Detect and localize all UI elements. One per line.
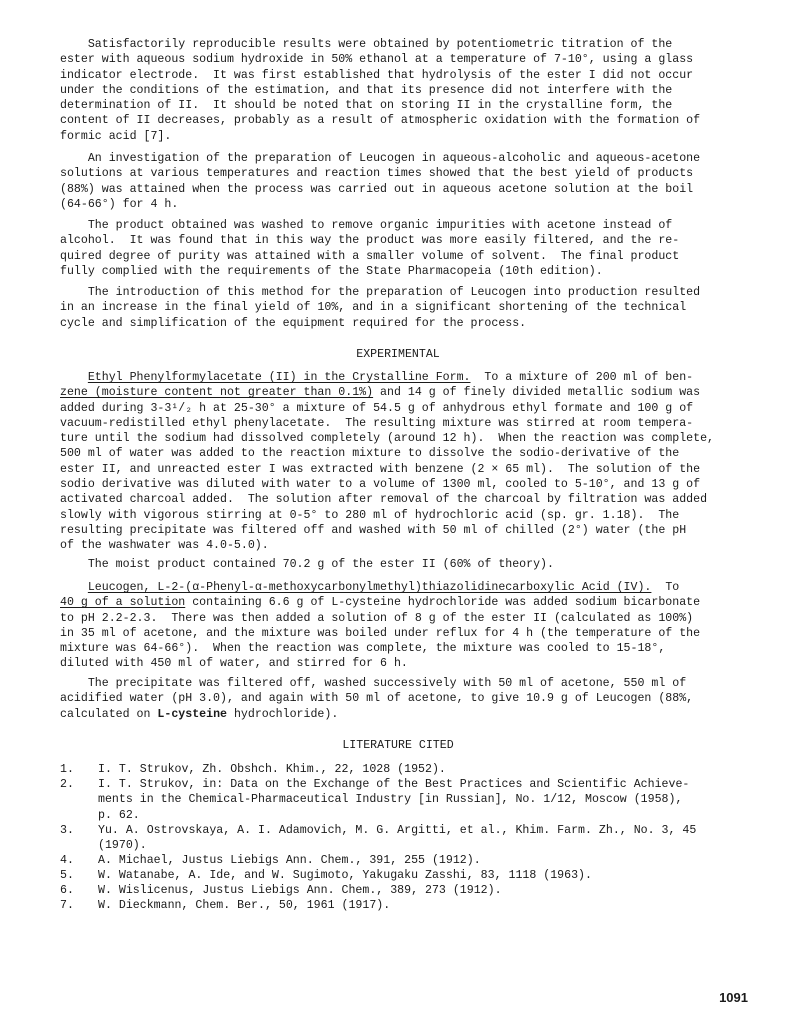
text-segment: hydrochloride). [226,707,339,721]
text-line: mixture was 64-66°). When the reaction was complete, the mixture was cooled to 15-18°, [60,642,666,656]
text-line [60,580,750,595]
text-line: quired degree of purity was attained with a smaller volume of solvent. The final product [60,249,680,263]
text-line: fully complied with the requirements of the State Pharmacopeia (10th edition). [60,264,603,278]
text-line: in 35 ml of acetone, and the mixture was boiled under reflux for 4 h (the temperature of the [60,626,701,640]
text-line: ester with aqueous sodium hydroxide in 50% ethanol at a temperature of 7-10°, using a glass [60,53,694,67]
reference-text: ments in the Chemical-Pharmaceutical Industry [in Russian], No. 1/12, Moscow (1958), [98,793,683,807]
text-line: The introduction of this method for the preparation of Leucogen into production resulted [60,286,701,299]
text-line: resulting precipitate was filtered off and washed with 50 ml of chilled (2°) water (the pH [60,523,687,537]
procedure-title: Ethyl Phenylformylacetate (II) in the Crystalline Form. [87,371,471,384]
text-segment-bold: L-cysteine [157,707,227,721]
text-line: solutions at various temperatures and reaction times showed that the best yield of products [60,167,694,181]
text-line: ester II, and unreacted ester I was extracted with benzene (2 × 65 ml). The solution of the [60,462,701,476]
reference-text: p. 62. [98,808,140,822]
text-line: activated charcoal added. The solution after removal of the charcoal by filtration was added [60,493,708,507]
text-line: The precipitate was filtered off, washed successively with 50 ml of acetone, 550 ml of [60,677,687,690]
text-line [60,385,750,400]
text-line: under the conditions of the estimation, and that its presence did not interfere with the [60,83,673,97]
reference-number: 6. [60,884,74,897]
text-line: indicator electrode. It was first established that hydrolysis of the ester I did not occur [60,68,694,82]
reference-number: 4. [60,854,74,867]
reference-number: 1. [60,763,74,776]
section-heading-literature: LITERATURE CITED [342,739,454,752]
text-line [60,707,750,722]
paragraph-precipitate [60,676,750,722]
paragraph-titration [60,37,750,144]
text-line: determination of II. It should be noted that on storing II in the crystalline form, the [60,99,673,113]
text-segment: To [651,581,680,594]
text-line: 500 ml of water was added to the reaction mixture to dissolve the sodio-derivative of the [60,447,680,461]
text-line: added during 3-3¹/₂ h at 25-30° a mixture of 54.5 g of anhydrous ethyl formate and 100 g of [60,401,694,415]
text-line: formic acid [7]. [60,129,172,143]
paragraph-preparation [60,151,750,212]
text-line [60,370,750,385]
text-line: of the washwater was 4.0-5.0). [60,539,269,553]
reference-text: W. Dieckmann, Chem. Ber., 50, 1961 (1917). [98,899,391,912]
text-line: to pH 2.2-2.3. There was then added a solution of 8 g of the ester II (calculated as 100%) [60,611,694,625]
reference-text: W. Wislicenus, Justus Liebigs Ann. Chem., 389, 273 (1912). [98,884,502,897]
text-line: Satisfactorily reproducible results were obtained by potentiometric titration of the [60,38,673,51]
reference-text: Yu. A. Ostrovskaya, A. I. Adamovich, M. G. Argitti, et al., Khim. Farm. Zh., No. 3, 45 [98,824,697,837]
reference-number: 3. [60,824,74,837]
text-line: in an increase in the final yield of 10%, and in a significant shortening of the technical [60,301,687,315]
text-line [60,595,750,610]
reference-number: 7. [60,899,74,912]
text-line: An investigation of the preparation of Leucogen in aqueous-alcoholic and aqueous-acetone [60,152,701,165]
text-line: (64-66°) for 4 h. [60,197,179,211]
text-segment-underlined: 40 g of a solution [60,596,186,610]
text-line: diluted with 450 ml of water, and stirred for 6 h. [60,657,408,671]
reference-number: 2. [60,778,74,791]
text-segment: calculated on [60,707,158,721]
reference-text: I. T. Strukov, in: Data on the Exchange of the Best Practices and Scientific Achieve- [98,778,690,791]
text-line: sodio derivative was diluted with water to a volume of 1300 ml, cooled to 5-10°, and 13 g of [60,478,701,492]
text-segment: containing 6.6 g of L-cysteine hydrochloride was added sodium bicarbonate [185,596,701,610]
reference-text: I. T. Strukov, Zh. Obshch. Khim., 22, 1028 (1952). [98,763,446,776]
text-line: cycle and simplification of the equipment required for the process. [60,316,527,330]
text-line: The moist product contained 70.2 g of the ester II (60% of theory). [60,558,554,571]
paragraph-washing [60,218,750,279]
text-line: ture until the sodium had dissolved completely (around 12 h). When the reaction was complete, [60,432,714,446]
text-segment: and 14 g of finely divided metallic sodium was [373,386,701,400]
paragraph-production [60,285,750,331]
section-heading-experimental: EXPERIMENTAL [356,348,440,361]
reference-text: W. Watanabe, A. Ide, and W. Sugimoto, Yakugaku Zasshi, 83, 1118 (1963). [98,869,592,882]
paragraph-leucogen [60,580,750,672]
paragraph-moist-product [60,557,750,572]
paragraph-ethyl-phenylformylacetate [60,370,750,554]
text-line: content of II decreases, probably as a result of atmospheric oxidation with the formation of [60,114,701,128]
text-line: acidified water (pH 3.0), and again with 50 ml of acetone, to give 10.9 g of Leucogen (88%, [60,692,694,706]
text-line: alcohol. It was found that in this way the product was more easily filtered, and the re- [60,234,680,248]
reference-text: (1970). [98,839,147,853]
text-line: The product obtained was washed to remove organic impurities with acetone instead of [60,219,673,232]
text-line: vacuum-redistilled ethyl phenylacetate. The resulting mixture was stirred at room tempera- [60,416,694,430]
text-line: slowly with vigorous stirring at 0-5° to 280 ml of hydrochloric acid (sp. gr. 1.18). The [60,508,680,522]
text-segment: To a mixture of 200 ml of ben- [470,371,694,384]
procedure-title: Leucogen, L-2-(α-Phenyl-α-methoxycarbonylmethyl)thiazolidinecarboxylic Acid (IV). [87,581,652,594]
text-segment-underlined: zene (moisture content not greater than 0.1%) [60,386,374,400]
reference-number: 5. [60,869,74,882]
page-number: 1091 [719,990,748,1005]
text-line: (88%) was attained when the process was carried out in aqueous acetone solution at the boil [60,182,694,196]
reference-text: A. Michael, Justus Liebigs Ann. Chem., 391, 255 (1912). [98,854,481,867]
